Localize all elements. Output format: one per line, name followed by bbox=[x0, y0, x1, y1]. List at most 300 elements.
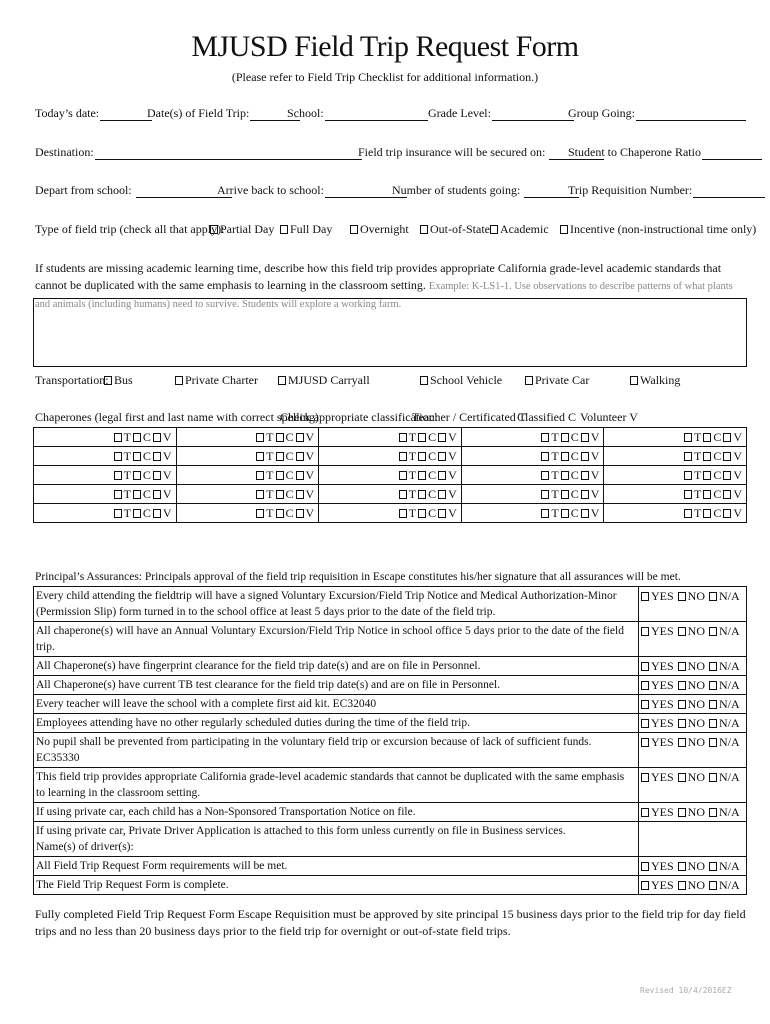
assurance-options bbox=[639, 657, 747, 676]
classification-checkbox-v[interactable]: V bbox=[153, 430, 172, 444]
classification-teacher: Teacher / Certificated T bbox=[412, 410, 526, 424]
checkbox-icon bbox=[678, 627, 686, 636]
classification-checkbox-c[interactable]: C bbox=[418, 506, 436, 520]
classification-checkbox-c[interactable]: C bbox=[133, 430, 151, 444]
classification-checkbox-c[interactable]: C bbox=[418, 430, 436, 444]
trip-type-label: Type of field trip (check all that apply): bbox=[35, 222, 225, 236]
classification-checkbox-t[interactable]: T bbox=[399, 468, 416, 482]
checkbox-icon bbox=[420, 225, 428, 234]
checkbox-icon bbox=[420, 376, 428, 385]
checkbox-icon bbox=[114, 433, 122, 442]
assurance-row bbox=[34, 733, 747, 768]
classification-checkbox-c[interactable]: C bbox=[133, 449, 151, 463]
checkbox-icon bbox=[581, 452, 589, 461]
chaperone-cell[interactable] bbox=[461, 466, 604, 485]
assurance-na-checkbox[interactable]: N/A bbox=[709, 589, 740, 603]
assurance-na-checkbox[interactable]: N/A bbox=[709, 678, 740, 692]
classification-checkbox-c[interactable]: C bbox=[418, 468, 436, 482]
assurance-options bbox=[639, 622, 747, 657]
assurance-na-checkbox[interactable]: N/A bbox=[709, 624, 740, 638]
classification-checkbox-t[interactable]: T bbox=[684, 430, 701, 444]
checkbox-icon bbox=[296, 490, 304, 499]
classification-checkbox-t[interactable]: T bbox=[256, 468, 273, 482]
checkbox-icon bbox=[678, 719, 686, 728]
classification-checkbox-v[interactable]: V bbox=[581, 506, 600, 520]
chaperone-cell[interactable] bbox=[604, 447, 747, 466]
checkbox-icon bbox=[541, 452, 549, 461]
classification-checkbox-c[interactable]: C bbox=[276, 430, 294, 444]
checkbox-icon bbox=[133, 490, 141, 499]
assurance-text: All Field Trip Request Form requirements will be met. bbox=[34, 857, 639, 876]
checkbox-icon bbox=[678, 662, 686, 671]
assurance-row bbox=[34, 587, 747, 622]
assurance-row bbox=[34, 768, 747, 803]
checkbox-icon bbox=[541, 509, 549, 518]
classification-checkbox-t[interactable]: T bbox=[256, 430, 273, 444]
transport-walking[interactable]: Walking bbox=[630, 373, 680, 388]
checkbox-icon bbox=[723, 433, 731, 442]
checkbox-icon bbox=[581, 509, 589, 518]
classification-checkbox-c[interactable]: C bbox=[418, 487, 436, 501]
assurance-text: All chaperone(s) will have an Annual Voluntary Excursion/Field Trip Notice in school office 5 days prior to the date of the field trip. bbox=[34, 622, 639, 657]
todays-date-field bbox=[35, 106, 152, 121]
classification-checkbox-t[interactable]: T bbox=[114, 506, 131, 520]
checkbox-icon bbox=[709, 700, 717, 709]
checkbox-icon bbox=[641, 881, 649, 890]
assurance-no-checkbox[interactable]: NO bbox=[678, 770, 705, 784]
trip-type-out-of-state[interactable]: Out-of-State bbox=[420, 222, 490, 237]
classification-checkbox-c[interactable]: C bbox=[561, 449, 579, 463]
checkbox-icon bbox=[399, 490, 407, 499]
chaperone-row bbox=[34, 428, 747, 447]
classification-checkbox-t[interactable]: T bbox=[114, 430, 131, 444]
checkbox-icon bbox=[418, 509, 426, 518]
checkbox-icon bbox=[256, 509, 264, 518]
checkbox-icon bbox=[709, 719, 717, 728]
classification-classified: Classified C bbox=[517, 410, 576, 424]
classification-checkbox-v[interactable]: V bbox=[153, 449, 172, 463]
trip-type-academic[interactable]: Academic bbox=[490, 222, 549, 237]
classification-checkbox-c[interactable]: C bbox=[703, 468, 721, 482]
classification-volunteer: Volunteer V bbox=[580, 410, 638, 424]
transport-bus[interactable]: Bus bbox=[104, 373, 133, 388]
checkbox-icon bbox=[114, 471, 122, 480]
trip-type-partial-day[interactable]: Partial Day bbox=[210, 222, 274, 237]
chaperone-cell[interactable] bbox=[604, 485, 747, 504]
assurance-no-checkbox[interactable]: NO bbox=[678, 735, 705, 749]
assurance-no-checkbox[interactable]: NO bbox=[678, 697, 705, 711]
checkbox-icon bbox=[280, 225, 288, 234]
classification-checkbox-t[interactable]: T bbox=[256, 487, 273, 501]
chaperone-cell[interactable] bbox=[319, 504, 462, 523]
classification-checkbox-v[interactable]: V bbox=[296, 506, 315, 520]
school-input[interactable] bbox=[325, 108, 428, 121]
assurance-text: This field trip provides appropriate California grade-level academic standards that cannot be duplicated with the same emphasis to learning in the classroom setting. bbox=[34, 768, 639, 803]
chaperone-row bbox=[34, 447, 747, 466]
checkbox-icon bbox=[703, 471, 711, 480]
chaperone-cell[interactable] bbox=[604, 466, 747, 485]
chaperone-cell[interactable] bbox=[461, 504, 604, 523]
checkbox-icon bbox=[276, 509, 284, 518]
checkbox-icon bbox=[641, 592, 649, 601]
checkbox-icon bbox=[133, 471, 141, 480]
standards-answer-box[interactable] bbox=[33, 298, 747, 367]
transport-private-car[interactable]: Private Car bbox=[525, 373, 589, 388]
classification-checkbox-t[interactable]: T bbox=[541, 468, 558, 482]
assurance-na-checkbox[interactable]: N/A bbox=[709, 770, 740, 784]
checkbox-icon bbox=[684, 509, 692, 518]
checkbox-icon bbox=[678, 738, 686, 747]
classification-checkbox-v[interactable]: V bbox=[438, 430, 457, 444]
trip-type-full-day[interactable]: Full Day bbox=[280, 222, 332, 237]
checkbox-icon bbox=[399, 452, 407, 461]
classification-checkbox-v[interactable]: V bbox=[723, 468, 742, 482]
classification-checkbox-c[interactable]: C bbox=[561, 506, 579, 520]
chaperone-cell[interactable] bbox=[176, 466, 319, 485]
assurance-text: No pupil shall be prevented from participating in the voluntary field trip or excursion because of lack of sufficient funds. EC35330 bbox=[34, 733, 639, 768]
todays-date-label: Today’s date: bbox=[35, 106, 100, 120]
assurance-options bbox=[639, 822, 747, 857]
group-going-field bbox=[568, 106, 746, 121]
chaperone-cell[interactable] bbox=[461, 428, 604, 447]
assurance-yes-checkbox[interactable]: YES bbox=[641, 770, 674, 784]
chaperone-cell[interactable] bbox=[176, 504, 319, 523]
classification-checkbox-t[interactable]: T bbox=[684, 487, 701, 501]
checkbox-icon bbox=[438, 509, 446, 518]
assurance-na-checkbox[interactable]: N/A bbox=[709, 659, 740, 673]
assurance-no-checkbox[interactable]: NO bbox=[678, 624, 705, 638]
classification-checkbox-c[interactable]: C bbox=[703, 449, 721, 463]
assurance-row bbox=[34, 622, 747, 657]
classification-label: Check appropriate classification: bbox=[280, 410, 438, 424]
classification-checkbox-t[interactable]: T bbox=[114, 449, 131, 463]
transport-mjusd-carryall[interactable]: MJUSD Carryall bbox=[278, 373, 370, 388]
classification-checkbox-v[interactable]: V bbox=[438, 468, 457, 482]
checkbox-icon bbox=[709, 627, 717, 636]
classification-checkbox-v[interactable]: V bbox=[581, 487, 600, 501]
assurance-yes-checkbox[interactable]: YES bbox=[641, 805, 674, 819]
assurance-text: All Chaperone(s) have current TB test clearance for the field trip date(s) and are on file in Personnel. bbox=[34, 676, 639, 695]
chaperone-cell[interactable] bbox=[461, 447, 604, 466]
checkbox-icon bbox=[296, 509, 304, 518]
classification-checkbox-v[interactable]: V bbox=[438, 449, 457, 463]
checkbox-icon bbox=[525, 376, 533, 385]
checkbox-icon bbox=[153, 490, 161, 499]
assurance-yes-checkbox[interactable]: YES bbox=[641, 589, 674, 603]
destination-label: Destination: bbox=[35, 145, 94, 159]
chaperones-label: Chaperones (legal first and last name with correct spelling) bbox=[35, 410, 319, 424]
classification-checkbox-v[interactable]: V bbox=[438, 487, 457, 501]
assurance-row bbox=[34, 657, 747, 676]
classification-checkbox-c[interactable]: C bbox=[276, 506, 294, 520]
assurance-text: The Field Trip Request Form is complete. bbox=[34, 876, 639, 895]
checkbox-icon bbox=[296, 471, 304, 480]
classification-checkbox-v[interactable]: V bbox=[153, 506, 172, 520]
checkbox-icon bbox=[684, 452, 692, 461]
checkbox-icon bbox=[641, 738, 649, 747]
checkbox-icon bbox=[641, 681, 649, 690]
chaperone-row bbox=[34, 466, 747, 485]
trip-type-incentive[interactable]: Incentive (non-instructional time only) bbox=[560, 222, 756, 237]
checkbox-icon bbox=[256, 452, 264, 461]
assurance-yes-checkbox[interactable]: YES bbox=[641, 716, 674, 730]
checkbox-icon bbox=[418, 490, 426, 499]
classification-checkbox-t[interactable]: T bbox=[399, 449, 416, 463]
grade-level-input[interactable] bbox=[492, 108, 574, 121]
assurance-options bbox=[639, 714, 747, 733]
checkbox-icon bbox=[709, 592, 717, 601]
chaperone-cell[interactable] bbox=[176, 485, 319, 504]
assurance-row bbox=[34, 857, 747, 876]
checkbox-icon bbox=[438, 433, 446, 442]
assurance-row bbox=[34, 876, 747, 895]
checkbox-icon bbox=[561, 452, 569, 461]
assurance-options bbox=[639, 676, 747, 695]
classification-checkbox-c[interactable]: C bbox=[276, 449, 294, 463]
assurance-no-checkbox[interactable]: NO bbox=[678, 659, 705, 673]
chaperone-cell[interactable] bbox=[34, 504, 177, 523]
assurance-no-checkbox[interactable]: NO bbox=[678, 878, 705, 892]
checkbox-icon bbox=[418, 452, 426, 461]
assurance-no-checkbox[interactable]: NO bbox=[678, 678, 705, 692]
todays-date-input[interactable] bbox=[100, 108, 152, 121]
assurance-yes-checkbox[interactable]: YES bbox=[641, 624, 674, 638]
classification-checkbox-c[interactable]: C bbox=[561, 468, 579, 482]
chaperone-cell[interactable] bbox=[461, 485, 604, 504]
classification-checkbox-c[interactable]: C bbox=[703, 430, 721, 444]
checkbox-icon bbox=[709, 738, 717, 747]
classification-checkbox-c[interactable]: C bbox=[561, 430, 579, 444]
checkbox-icon bbox=[678, 881, 686, 890]
chaperone-cell[interactable] bbox=[319, 485, 462, 504]
chaperone-cell[interactable] bbox=[176, 447, 319, 466]
checkbox-icon bbox=[153, 509, 161, 518]
chaperones-table bbox=[33, 427, 747, 523]
classification-checkbox-v[interactable]: V bbox=[723, 487, 742, 501]
checkbox-icon bbox=[703, 452, 711, 461]
assurance-row bbox=[34, 803, 747, 822]
transport-private-charter[interactable]: Private Charter bbox=[175, 373, 258, 388]
footer-note: Fully completed Field Trip Request Form Escape Requisition must be approved by site principal 15 business days prior to the field trip for day field trips and no less than 20 business days prior to the field trip for overnight or out-of-state field trips. bbox=[35, 907, 746, 938]
assurance-row bbox=[34, 676, 747, 695]
depart-label: Depart from school: bbox=[35, 183, 132, 197]
classification-checkbox-c[interactable]: C bbox=[561, 487, 579, 501]
checkbox-icon bbox=[641, 700, 649, 709]
classification-checkbox-v[interactable]: V bbox=[723, 506, 742, 520]
classification-checkbox-t[interactable]: T bbox=[256, 449, 273, 463]
classification-checkbox-c[interactable]: C bbox=[703, 506, 721, 520]
assurance-text: Every teacher will leave the school with a complete first aid kit. EC32040 bbox=[34, 695, 639, 714]
classification-checkbox-c[interactable]: C bbox=[276, 487, 294, 501]
classification-checkbox-c[interactable]: C bbox=[133, 468, 151, 482]
assurance-na-checkbox[interactable]: N/A bbox=[709, 805, 740, 819]
revised-date: Revised 10/4/2016EZ bbox=[640, 986, 732, 995]
ratio-input[interactable] bbox=[702, 147, 762, 160]
classification-checkbox-t[interactable]: T bbox=[114, 487, 131, 501]
checkbox-icon bbox=[399, 471, 407, 480]
classification-checkbox-t[interactable]: T bbox=[684, 506, 701, 520]
chaperone-cell[interactable] bbox=[319, 428, 462, 447]
classification-checkbox-t[interactable]: T bbox=[114, 468, 131, 482]
assurance-yes-checkbox[interactable]: YES bbox=[641, 678, 674, 692]
checkbox-icon bbox=[723, 452, 731, 461]
checkbox-icon bbox=[641, 862, 649, 871]
group-going-input[interactable] bbox=[636, 108, 746, 121]
classification-checkbox-v[interactable]: V bbox=[296, 487, 315, 501]
checkbox-icon bbox=[581, 471, 589, 480]
checkbox-icon bbox=[709, 862, 717, 871]
checkbox-icon bbox=[133, 509, 141, 518]
trip-dates-field bbox=[147, 106, 300, 121]
assurance-yes-checkbox[interactable]: YES bbox=[641, 878, 674, 892]
classification-checkbox-v[interactable]: V bbox=[581, 468, 600, 482]
classification-checkbox-t[interactable]: T bbox=[541, 430, 558, 444]
assurance-no-checkbox[interactable]: NO bbox=[678, 716, 705, 730]
classification-checkbox-v[interactable]: V bbox=[438, 506, 457, 520]
chaperone-cell[interactable] bbox=[319, 447, 462, 466]
classification-checkbox-c[interactable]: C bbox=[276, 468, 294, 482]
requisition-input[interactable] bbox=[693, 185, 765, 198]
checkbox-icon bbox=[418, 471, 426, 480]
destination-input[interactable] bbox=[95, 147, 362, 160]
assurance-text: All Chaperone(s) have fingerprint clearance for the field trip date(s) and are on file in Personnel. bbox=[34, 657, 639, 676]
checkbox-icon bbox=[541, 490, 549, 499]
arrive-label: Arrive back to school: bbox=[217, 183, 324, 197]
depart-field bbox=[35, 183, 232, 198]
assurance-yes-checkbox[interactable]: YES bbox=[641, 697, 674, 711]
classification-checkbox-v[interactable]: V bbox=[723, 430, 742, 444]
assurance-no-checkbox[interactable]: NO bbox=[678, 859, 705, 873]
page-subtitle: (Please refer to Field Trip Checklist for additional information.) bbox=[231, 70, 539, 84]
standards-text: If students are missing academic learning time, describe how this field trip provides appropriate California grade-level academic standards that cannot be duplicated with the same emphasis to learning in the classroom setting. bbox=[35, 261, 722, 292]
chaperone-cell[interactable] bbox=[176, 428, 319, 447]
classification-checkbox-v[interactable]: V bbox=[296, 430, 315, 444]
assurance-row bbox=[34, 714, 747, 733]
school-field bbox=[287, 106, 428, 121]
checkbox-icon bbox=[723, 490, 731, 499]
assurance-na-checkbox[interactable]: N/A bbox=[709, 878, 740, 892]
assurance-text: Every child attending the fieldtrip will have a signed Voluntary Excursion/Field Trip Notice and Medical Authorization-Minor (Permission Slip) form turned in to the school office at least 5 days prior to the date of the field trip. bbox=[34, 587, 639, 622]
requisition-field bbox=[568, 183, 765, 198]
checkbox-icon bbox=[296, 433, 304, 442]
classification-checkbox-v[interactable]: V bbox=[723, 449, 742, 463]
assurance-no-checkbox[interactable]: NO bbox=[678, 805, 705, 819]
checkbox-icon bbox=[678, 773, 686, 782]
checkbox-icon bbox=[684, 490, 692, 499]
assurance-na-checkbox[interactable]: N/A bbox=[709, 859, 740, 873]
checkbox-icon bbox=[678, 808, 686, 817]
checkbox-icon bbox=[703, 509, 711, 518]
classification-checkbox-t[interactable]: T bbox=[399, 506, 416, 520]
checkbox-icon bbox=[438, 471, 446, 480]
chaperone-cell[interactable] bbox=[34, 485, 177, 504]
classification-checkbox-t[interactable]: T bbox=[256, 506, 273, 520]
checkbox-icon bbox=[541, 471, 549, 480]
transport-school-vehicle[interactable]: School Vehicle bbox=[420, 373, 502, 388]
classification-checkbox-c[interactable]: C bbox=[133, 506, 151, 520]
checkbox-icon bbox=[210, 225, 218, 234]
classification-checkbox-v[interactable]: V bbox=[581, 449, 600, 463]
grade-level-field bbox=[428, 106, 574, 121]
trip-dates-label: Date(s) of Field Trip: bbox=[147, 106, 250, 120]
chaperone-cell[interactable] bbox=[604, 504, 747, 523]
checkbox-icon bbox=[703, 433, 711, 442]
checkbox-icon bbox=[560, 225, 568, 234]
assurance-na-checkbox[interactable]: N/A bbox=[709, 735, 740, 749]
assurances-table bbox=[33, 586, 747, 895]
checkbox-icon bbox=[684, 471, 692, 480]
checkbox-icon bbox=[723, 471, 731, 480]
num-students-field bbox=[392, 183, 579, 198]
checkbox-icon bbox=[133, 433, 141, 442]
assurance-yes-checkbox[interactable]: YES bbox=[641, 859, 674, 873]
trip-type-overnight[interactable]: Overnight bbox=[350, 222, 409, 237]
chaperone-cell[interactable] bbox=[34, 466, 177, 485]
classification-checkbox-t[interactable]: T bbox=[541, 487, 558, 501]
classification-checkbox-t[interactable]: T bbox=[684, 449, 701, 463]
chaperone-row bbox=[34, 504, 747, 523]
classification-checkbox-t[interactable]: T bbox=[541, 506, 558, 520]
checkbox-icon bbox=[641, 719, 649, 728]
assurance-yes-checkbox[interactable]: YES bbox=[641, 735, 674, 749]
classification-checkbox-v[interactable]: V bbox=[296, 449, 315, 463]
assurance-options bbox=[639, 803, 747, 822]
chaperone-cell[interactable] bbox=[34, 447, 177, 466]
transportation-label: Transportation: bbox=[35, 373, 109, 387]
assurance-na-checkbox[interactable]: N/A bbox=[709, 697, 740, 711]
checkbox-icon bbox=[256, 471, 264, 480]
checkbox-icon bbox=[350, 225, 358, 234]
classification-checkbox-c[interactable]: C bbox=[418, 449, 436, 463]
checkbox-icon bbox=[114, 452, 122, 461]
assurance-text: Employees attending have no other regularly scheduled duties during the time of the field trip. bbox=[34, 714, 639, 733]
classification-checkbox-t[interactable]: T bbox=[541, 449, 558, 463]
chaperone-row bbox=[34, 485, 747, 504]
chaperone-cell[interactable] bbox=[34, 428, 177, 447]
assurance-options bbox=[639, 876, 747, 895]
num-students-label: Number of students going: bbox=[392, 183, 521, 197]
classification-checkbox-c[interactable]: C bbox=[703, 487, 721, 501]
classification-checkbox-t[interactable]: T bbox=[399, 430, 416, 444]
classification-checkbox-t[interactable]: T bbox=[684, 468, 701, 482]
checkbox-icon bbox=[709, 808, 717, 817]
checkbox-icon bbox=[709, 681, 717, 690]
checkbox-icon bbox=[175, 376, 183, 385]
classification-checkbox-t[interactable]: T bbox=[399, 487, 416, 501]
assurance-options bbox=[639, 695, 747, 714]
destination-field bbox=[35, 145, 362, 160]
assurance-no-checkbox[interactable]: NO bbox=[678, 589, 705, 603]
classification-checkbox-v[interactable]: V bbox=[296, 468, 315, 482]
classification-checkbox-c[interactable]: C bbox=[133, 487, 151, 501]
checkbox-icon bbox=[678, 681, 686, 690]
checkbox-icon bbox=[256, 433, 264, 442]
checkbox-icon bbox=[561, 509, 569, 518]
checkbox-icon bbox=[153, 452, 161, 461]
checkbox-icon bbox=[438, 490, 446, 499]
chaperone-cell[interactable] bbox=[604, 428, 747, 447]
chaperone-cell[interactable] bbox=[319, 466, 462, 485]
ratio-field bbox=[568, 145, 762, 160]
classification-checkbox-v[interactable]: V bbox=[153, 487, 172, 501]
checkbox-icon bbox=[490, 225, 498, 234]
assurance-na-checkbox[interactable]: N/A bbox=[709, 716, 740, 730]
assurance-yes-checkbox[interactable]: YES bbox=[641, 659, 674, 673]
classification-checkbox-v[interactable]: V bbox=[581, 430, 600, 444]
classification-checkbox-v[interactable]: V bbox=[153, 468, 172, 482]
checkbox-icon bbox=[104, 376, 112, 385]
checkbox-icon bbox=[133, 452, 141, 461]
